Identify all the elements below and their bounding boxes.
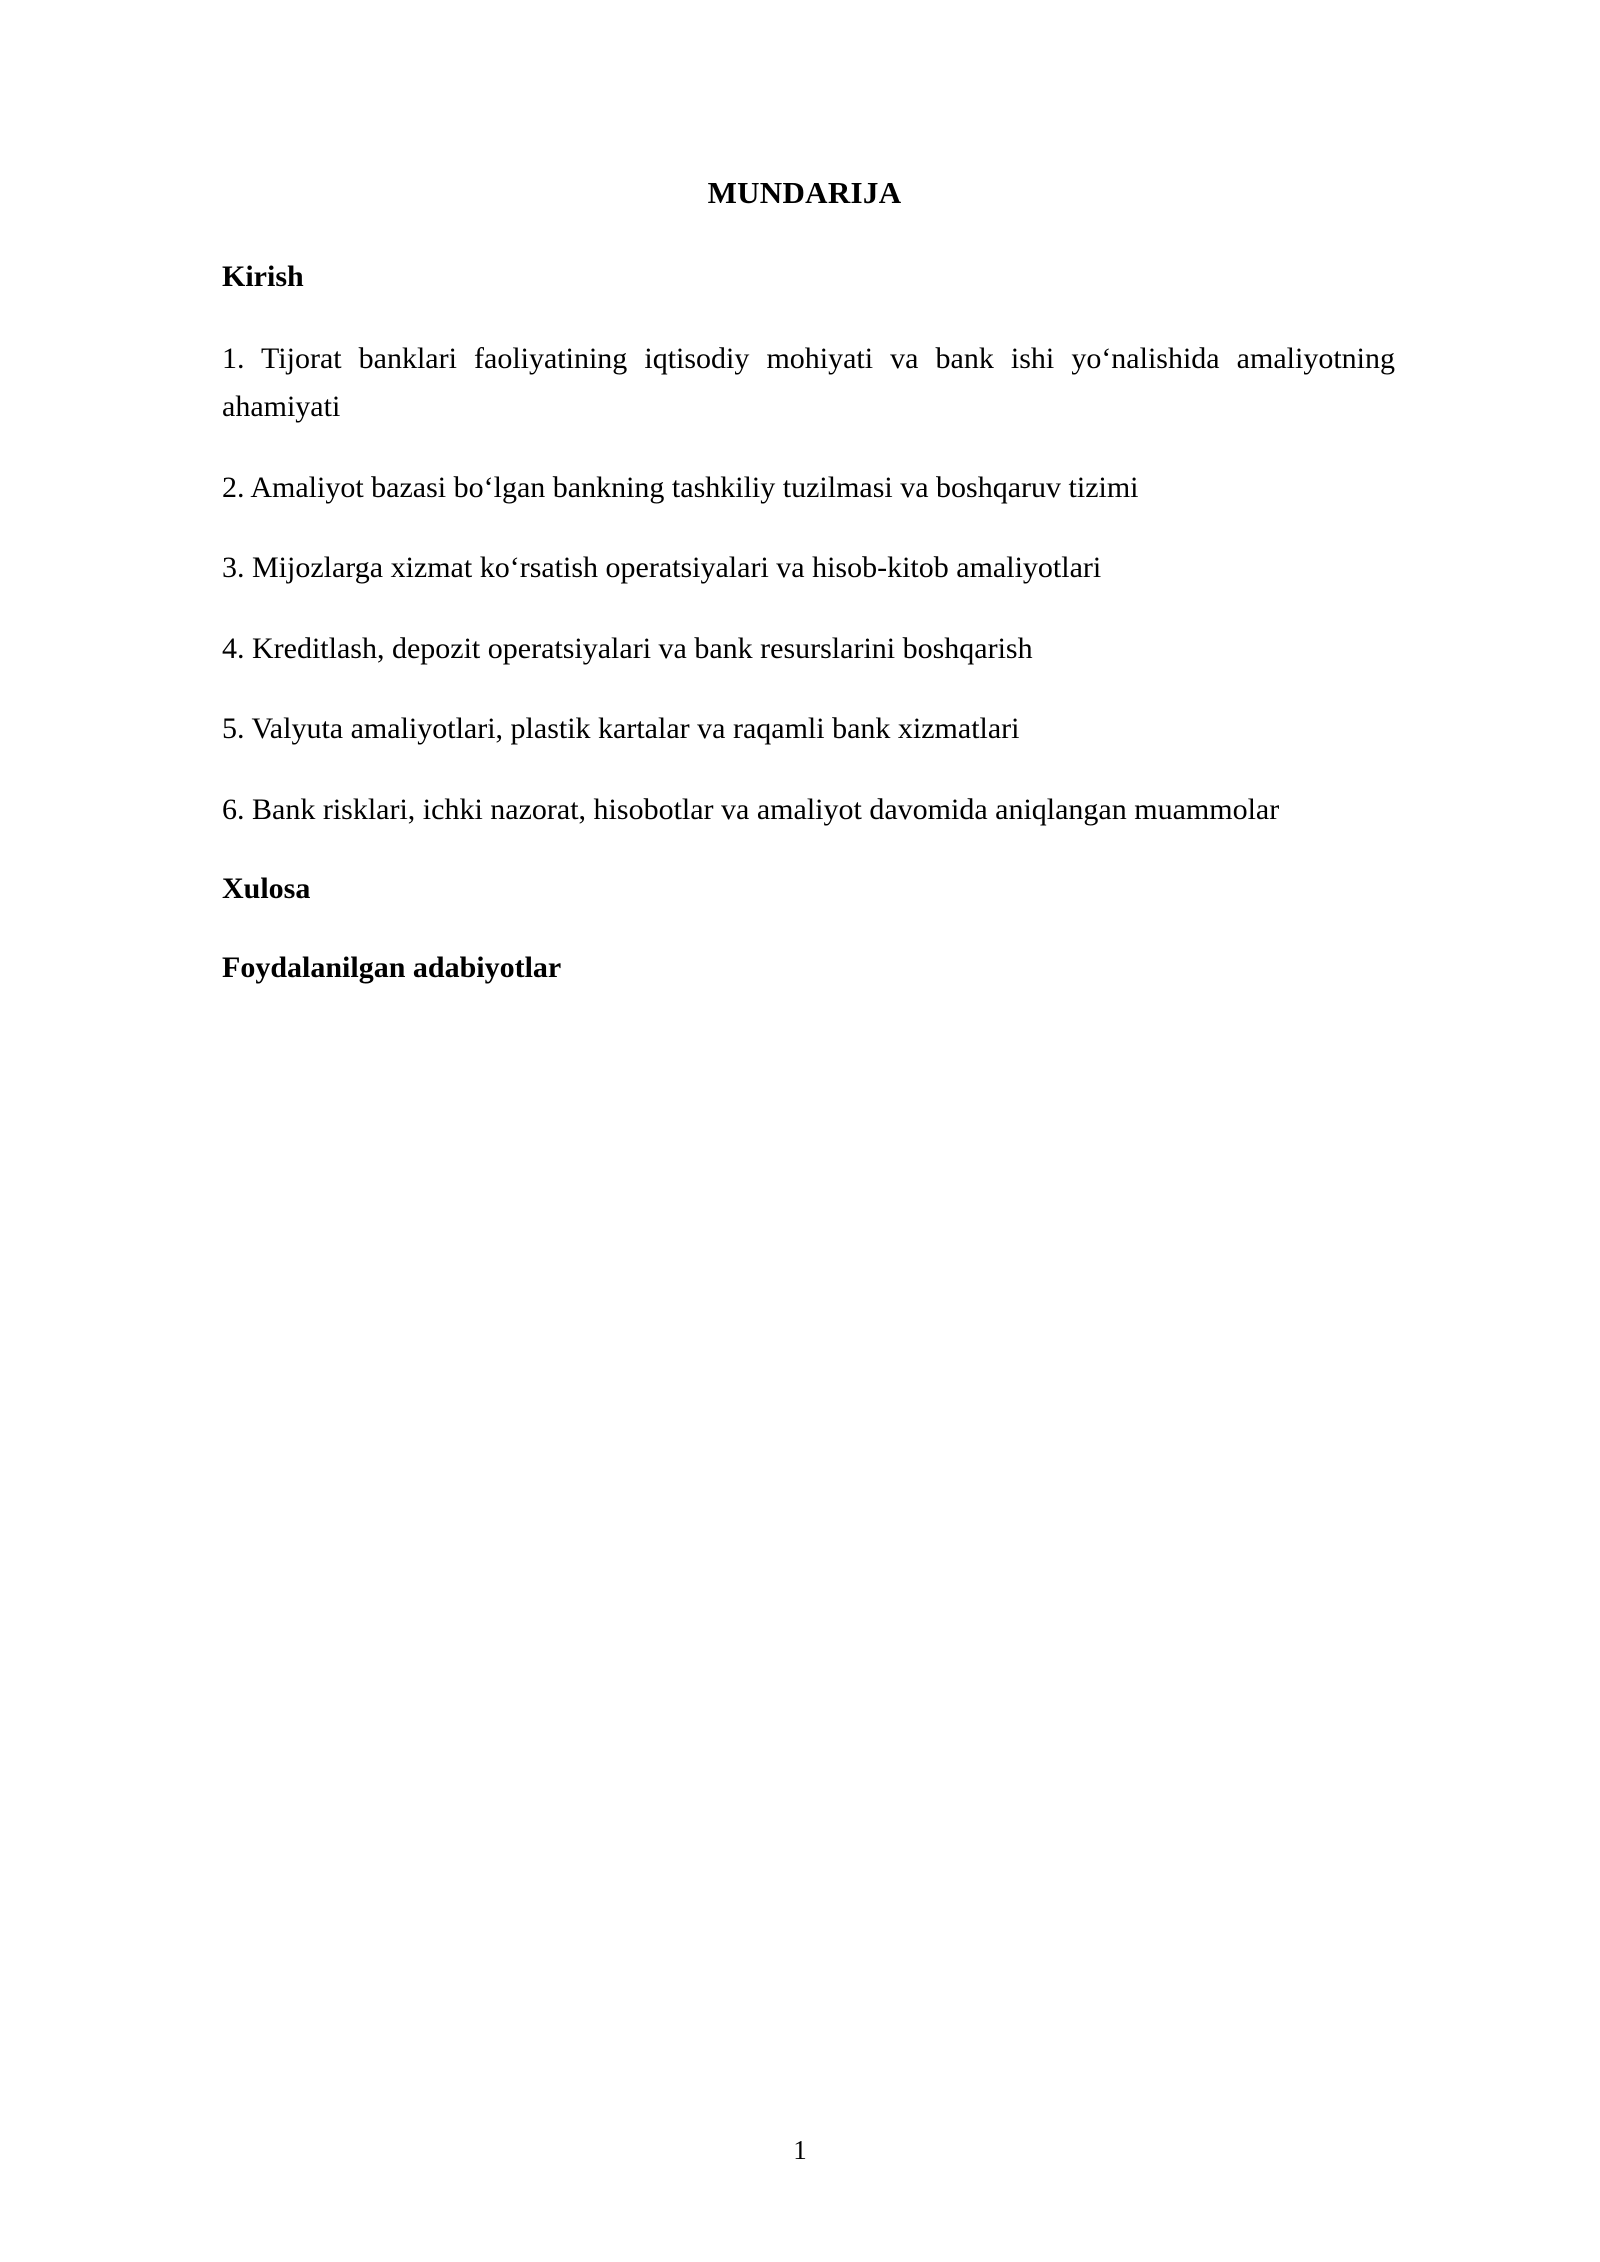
toc-entry-3: 3. Mijozlarga xizmat ko‘rsatish operatsiyalari va hisob-kitob amaliyotlari xyxy=(222,551,1102,585)
heading-foydalanilgan-adabiyotlar: Foydalanilgan adabiyotlar xyxy=(222,951,562,985)
page-number: 1 xyxy=(793,2135,807,2165)
toc-entry-6: 6. Bank risklari, ichki nazorat, hisobotlar va amaliyot davomida aniqlangan muammolar xyxy=(222,793,1280,827)
heading-xulosa: Xulosa xyxy=(222,871,311,905)
toc-entry-5: 5. Valyuta amaliyotlari, plastik kartalar va raqamli bank xizmatlari xyxy=(222,712,1020,746)
heading-kirish: Kirish xyxy=(222,260,304,293)
toc-entry-4: 4. Kreditlash, depozit operatsiyalari va bank resurslarini boshqarish xyxy=(222,631,1033,665)
toc-entry-2: 2. Amaliyot bazasi bo‘lgan bankning tashkiliy tuzilmasi va boshqaruv tizimi xyxy=(222,470,1139,504)
toc-entry-1: 1. Tijorat banklari faoliyatining iqtisodiy mohiyati va bank ishi yo‘nalishida amaliyotning ahamiyati xyxy=(222,341,1395,424)
page-title: MUNDARIJA xyxy=(707,175,902,210)
